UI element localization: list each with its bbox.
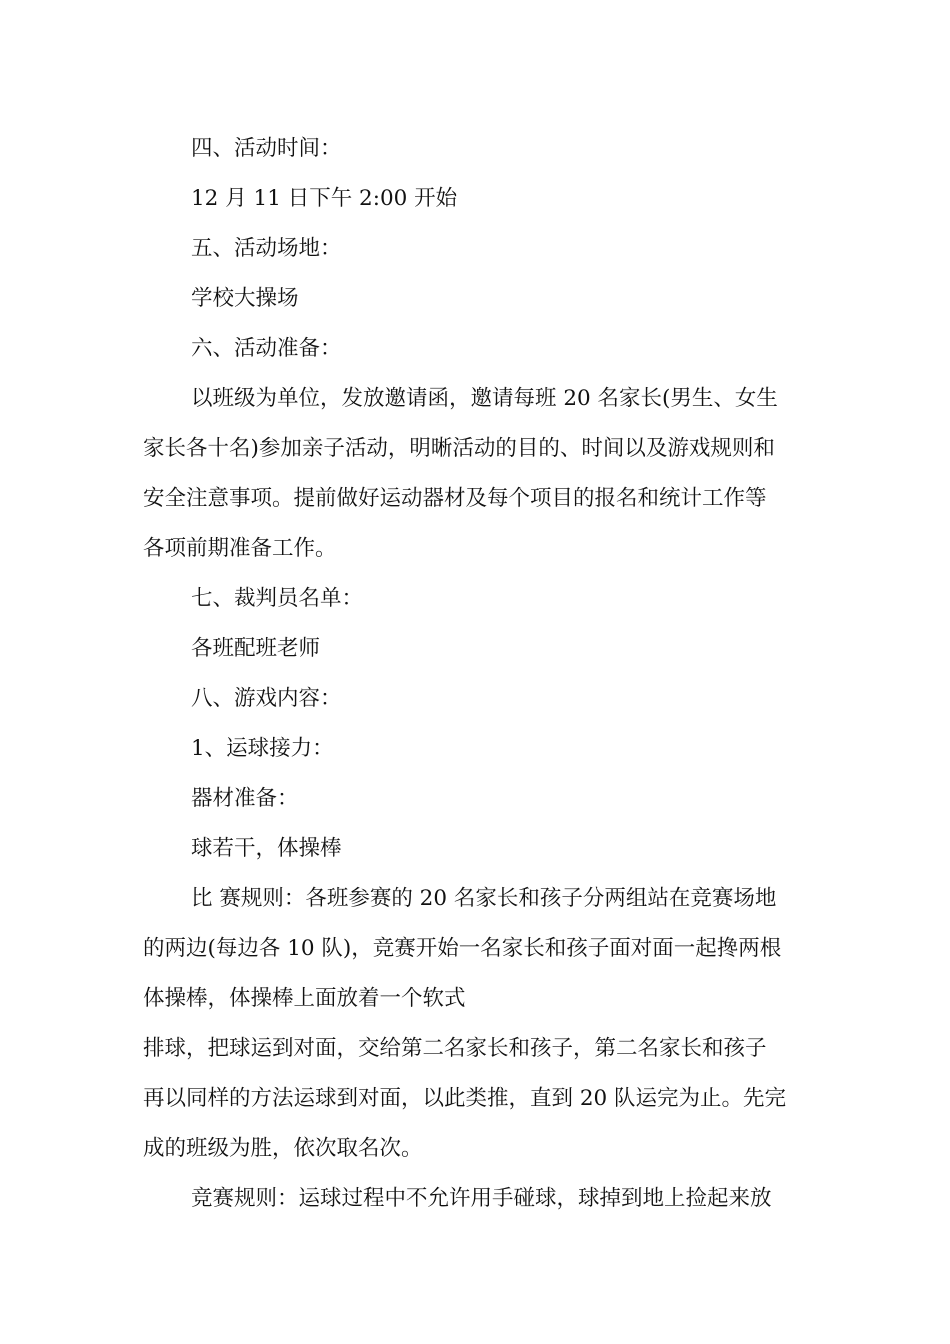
paragraph-line: 学校大操场 xyxy=(191,286,299,311)
paragraph-line: 的两边(每边各 10 队)，竞赛开始一名家长和孩子面对面一起搀两根 xyxy=(143,936,782,961)
paragraph-line: 比 赛规则：各班参赛的 20 名家长和孩子分两组站在竞赛场地 xyxy=(191,886,777,911)
paragraph-line: 器材准备： xyxy=(191,786,299,811)
paragraph-line: 球若干，体操棒 xyxy=(191,836,342,861)
paragraph-line: 各项前期准备工作。 xyxy=(143,536,337,561)
paragraph-line: 体操棒，体操棒上面放着一个软式 xyxy=(143,986,466,1011)
paragraph-line: 以班级为单位，发放邀请函，邀请每班 20 名家长(男生、女生 xyxy=(191,386,778,411)
paragraph-line: 安全注意事项。提前做好运动器材及每个项目的报名和统计工作等 xyxy=(143,486,767,511)
section-heading-preparation: 六、活动准备： xyxy=(191,336,342,361)
paragraph-line: 各班配班老师 xyxy=(191,636,321,661)
section-heading-games: 八、游戏内容： xyxy=(191,686,342,711)
document-body xyxy=(143,124,811,1224)
section-heading-time: 四、活动时间： xyxy=(191,136,342,161)
paragraph-line: 家长各十名)参加亲子活动，明晰活动的目的、时间以及游戏规则和 xyxy=(143,436,775,461)
section-heading-venue: 五、活动场地： xyxy=(191,236,342,261)
paragraph-line: 竞赛规则：运球过程中不允许用手碰球，球掉到地上捡起来放 xyxy=(191,1186,772,1211)
paragraph-line: 12 月 11 日下午 2:00 开始 xyxy=(191,186,458,211)
paragraph-line: 排球，把球运到对面，交给第二名家长和孩子，第二名家长和孩子 xyxy=(143,1036,767,1061)
subsection-heading-relay: 1、运球接力： xyxy=(191,736,334,761)
paragraph-line: 成的班级为胜，依次取名次。 xyxy=(143,1136,423,1161)
section-heading-referees: 七、裁判员名单： xyxy=(191,586,364,611)
paragraph-line: 再以同样的方法运球到对面，以此类推，直到 20 队运完为止。先完 xyxy=(143,1086,787,1111)
